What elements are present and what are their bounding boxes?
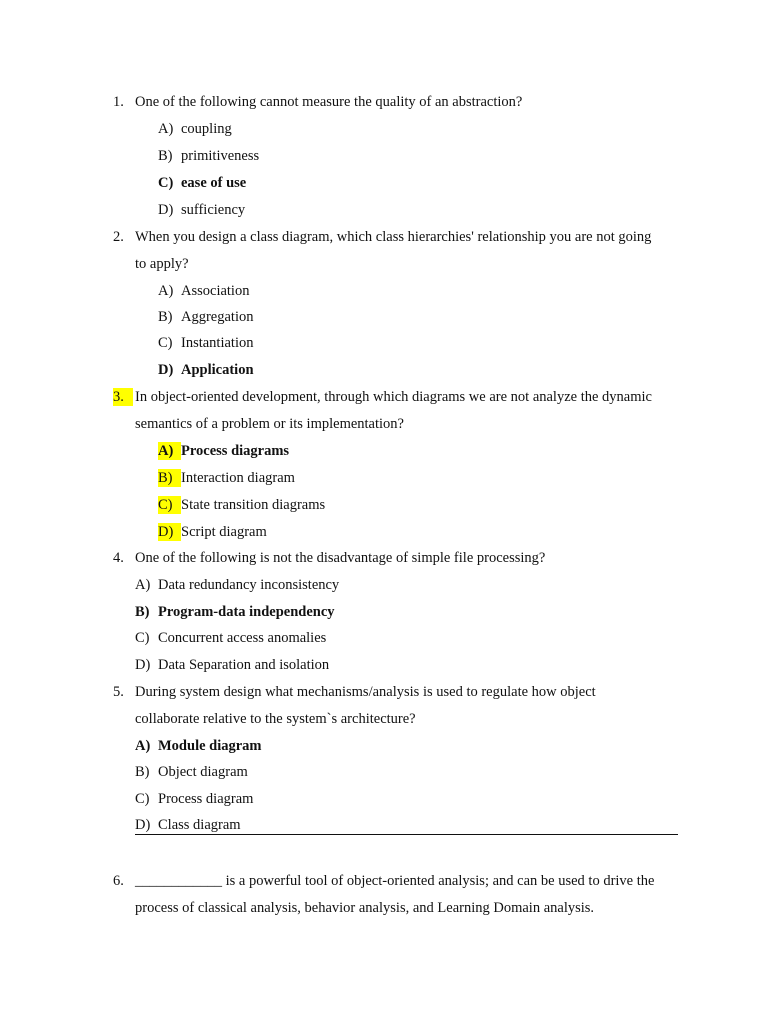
option-text: Program-data independency bbox=[158, 604, 335, 620]
option-letter: A) bbox=[158, 442, 181, 460]
option-text: Object diagram bbox=[158, 764, 248, 780]
option-text: Aggregation bbox=[181, 309, 254, 325]
option-letter: D) bbox=[158, 202, 174, 218]
question-number: 2. bbox=[113, 229, 124, 245]
option-text: Script diagram bbox=[181, 524, 267, 540]
section-divider bbox=[135, 834, 678, 835]
option-letter: C) bbox=[135, 791, 150, 807]
option-text: Class diagram bbox=[158, 817, 241, 833]
option-letter: D) bbox=[158, 362, 174, 378]
option-letter: C) bbox=[158, 335, 173, 351]
question-number: 6. bbox=[113, 873, 124, 889]
question-text: One of the following is not the disadvantage of simple file processing? bbox=[135, 550, 546, 566]
question-text: semantics of a problem or its implementation? bbox=[135, 416, 404, 432]
option-letter: C) bbox=[158, 496, 181, 514]
option-letter: A) bbox=[158, 283, 174, 299]
option-letter: C) bbox=[135, 630, 150, 646]
question-text: One of the following cannot measure the quality of an abstraction? bbox=[135, 94, 523, 110]
option-letter: D) bbox=[135, 657, 151, 673]
option-letter: D) bbox=[158, 523, 181, 541]
question-text: During system design what mechanisms/analysis is used to regulate how object bbox=[135, 684, 596, 700]
option-letter: B) bbox=[158, 469, 181, 487]
option-text: primitiveness bbox=[181, 148, 260, 164]
question-text: ____________ is a powerful tool of object-oriented analysis; and can be used to drive the bbox=[135, 873, 655, 889]
option-text: Interaction diagram bbox=[181, 470, 295, 486]
option-text: ease of use bbox=[181, 175, 247, 191]
question-text: When you design a class diagram, which class hierarchies' relationship you are not going bbox=[135, 229, 652, 245]
question-number: 3. bbox=[113, 388, 133, 406]
option-text: Module diagram bbox=[158, 738, 262, 754]
question-number: 4. bbox=[113, 550, 124, 566]
option-text: Data Separation and isolation bbox=[158, 657, 330, 673]
option-text: Process diagram bbox=[158, 791, 254, 807]
option-letter: C) bbox=[158, 175, 174, 191]
question-text: collaborate relative to the system`s architecture? bbox=[135, 711, 416, 727]
question-text: process of classical analysis, behavior analysis, and Learning Domain analysis. bbox=[135, 900, 595, 916]
question-text: In object-oriented development, through which diagrams we are not analyze the dynamic bbox=[135, 389, 652, 405]
option-text: Instantiation bbox=[181, 335, 254, 351]
option-letter: B) bbox=[158, 148, 173, 164]
option-letter: A) bbox=[158, 121, 174, 137]
option-letter: B) bbox=[135, 764, 150, 780]
question-number: 1. bbox=[113, 94, 124, 110]
option-text: sufficiency bbox=[181, 202, 246, 218]
option-text: State transition diagrams bbox=[181, 497, 326, 513]
option-text: Data redundancy inconsistency bbox=[158, 577, 340, 593]
option-letter: A) bbox=[135, 577, 151, 593]
option-letter: D) bbox=[135, 817, 151, 833]
option-text: Process diagrams bbox=[181, 443, 290, 459]
option-letter: B) bbox=[158, 309, 173, 325]
question-text: to apply? bbox=[135, 256, 189, 272]
option-text: Concurrent access anomalies bbox=[158, 630, 327, 646]
option-letter: A) bbox=[135, 738, 151, 754]
option-text: coupling bbox=[181, 121, 232, 137]
option-letter: B) bbox=[135, 604, 150, 620]
option-text: Association bbox=[181, 283, 250, 299]
question-number: 5. bbox=[113, 684, 124, 700]
option-text: Application bbox=[181, 362, 254, 378]
